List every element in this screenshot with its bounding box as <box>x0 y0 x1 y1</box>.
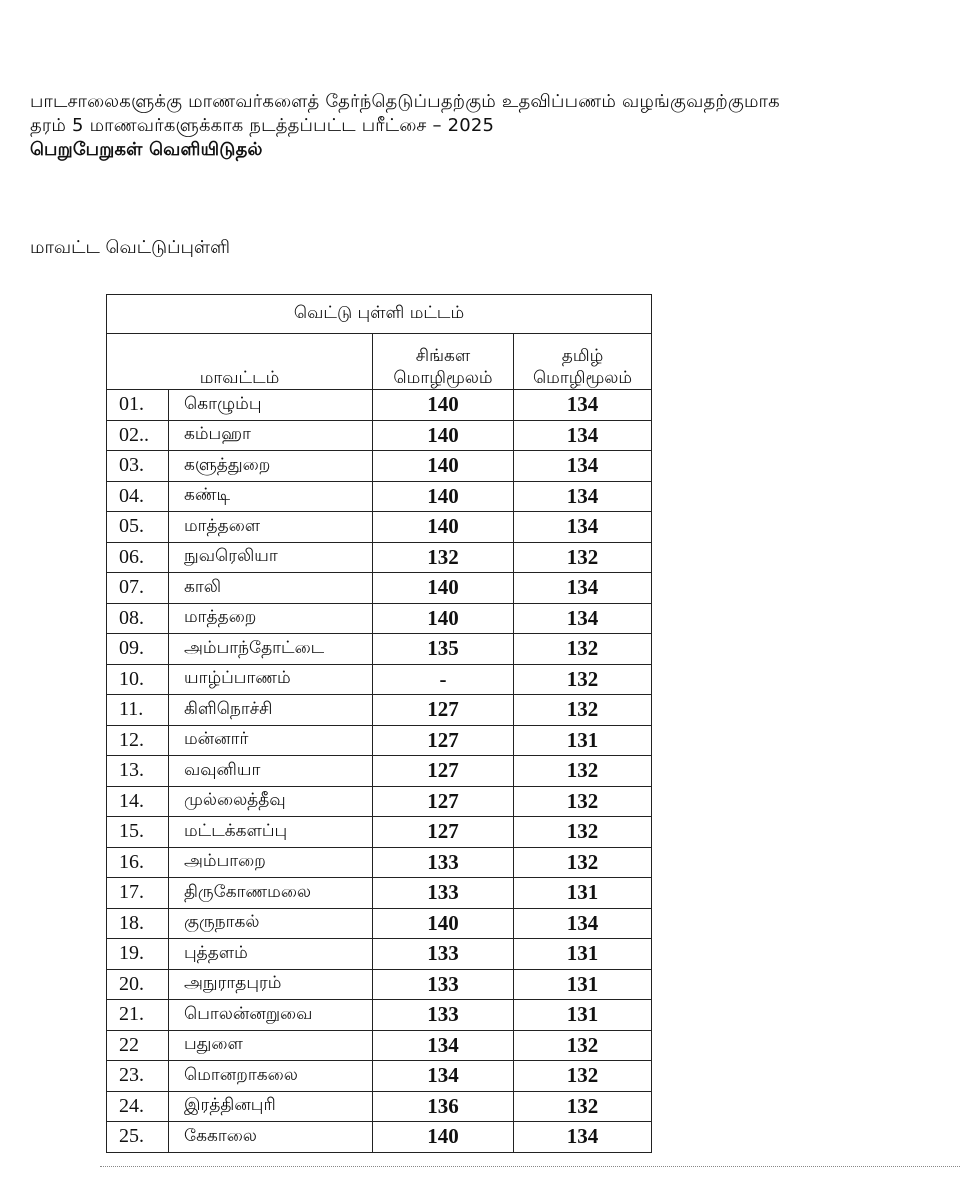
sinhala-cutoff: 136 <box>373 1091 514 1122</box>
district-name: மொனறாகலை <box>169 1061 373 1092</box>
row-number: 16. <box>107 847 169 878</box>
tamil-cutoff: 134 <box>514 420 652 451</box>
tamil-cutoff: 131 <box>514 969 652 1000</box>
tamil-cutoff: 132 <box>514 1030 652 1061</box>
table-row <box>107 451 652 482</box>
sinhala-cutoff: 133 <box>373 1000 514 1031</box>
district-name: மட்டக்களப்பு <box>169 817 373 848</box>
tamil-cutoff: 132 <box>514 1061 652 1092</box>
row-number: 06. <box>107 542 169 573</box>
table-row <box>107 390 652 421</box>
sinhala-cutoff: 134 <box>373 1030 514 1061</box>
row-number: 07. <box>107 573 169 604</box>
sinhala-cutoff: - <box>373 664 514 695</box>
row-number: 15. <box>107 817 169 848</box>
table-row <box>107 725 652 756</box>
table-row <box>107 573 652 604</box>
district-name: மன்னார் <box>169 725 373 756</box>
table-row <box>107 908 652 939</box>
row-number: 10. <box>107 664 169 695</box>
row-number: 03. <box>107 451 169 482</box>
row-number: 02.. <box>107 420 169 451</box>
tamil-cutoff: 132 <box>514 695 652 726</box>
header-tamil-line1: தமிழ் <box>561 346 604 366</box>
header-district: மாவட்டம் <box>107 334 373 390</box>
row-number: 21. <box>107 1000 169 1031</box>
district-name: அம்பாறை <box>169 847 373 878</box>
row-number: 13. <box>107 756 169 787</box>
district-name: பதுளை <box>169 1030 373 1061</box>
district-cutoff-subheading: மாவட்ட வெட்டுப்புள்ளி <box>30 237 231 258</box>
district-name: அநுராதபுரம் <box>169 969 373 1000</box>
heading-line-3: பெறுபேறுகள் வெளியிடுதல் <box>30 139 263 160</box>
row-number: 05. <box>107 512 169 543</box>
table-row <box>107 664 652 695</box>
row-number: 01. <box>107 390 169 421</box>
district-name: மாத்தறை <box>169 603 373 634</box>
page-bottom-rule <box>100 1166 960 1167</box>
sinhala-cutoff: 127 <box>373 756 514 787</box>
row-number: 17. <box>107 878 169 909</box>
table-row <box>107 1122 652 1153</box>
district-name: கொழும்பு <box>169 390 373 421</box>
header-sinhala-line1: சிங்கள <box>415 346 471 366</box>
sinhala-cutoff: 140 <box>373 390 514 421</box>
district-name: வவுனியா <box>169 756 373 787</box>
district-name: அம்பாந்தோட்டை <box>169 634 373 665</box>
row-number: 14. <box>107 786 169 817</box>
table-title: வெட்டு புள்ளி மட்டம் <box>107 295 652 334</box>
row-number: 09. <box>107 634 169 665</box>
sinhala-cutoff: 127 <box>373 725 514 756</box>
header-tamil-medium <box>514 334 652 390</box>
table-row <box>107 1000 652 1031</box>
tamil-cutoff: 134 <box>514 512 652 543</box>
table-row <box>107 756 652 787</box>
sinhala-cutoff: 140 <box>373 908 514 939</box>
tamil-cutoff: 134 <box>514 1122 652 1153</box>
table-row <box>107 603 652 634</box>
table-row <box>107 634 652 665</box>
district-name: முல்லைத்தீவு <box>169 786 373 817</box>
sinhala-cutoff: 133 <box>373 878 514 909</box>
heading-line-2: தரம் 5 மாணவர்களுக்காக நடத்தப்பட்ட பரீட்சை – 2025 <box>30 115 495 136</box>
district-name: குருநாகல் <box>169 908 373 939</box>
table-body <box>107 390 652 1153</box>
sinhala-cutoff: 140 <box>373 420 514 451</box>
district-name: புத்தளம் <box>169 939 373 970</box>
row-number: 11. <box>107 695 169 726</box>
district-name: கண்டி <box>169 481 373 512</box>
row-number: 04. <box>107 481 169 512</box>
row-number: 12. <box>107 725 169 756</box>
district-name: கேகாலை <box>169 1122 373 1153</box>
tamil-cutoff: 132 <box>514 634 652 665</box>
tamil-cutoff: 132 <box>514 1091 652 1122</box>
table-row <box>107 1091 652 1122</box>
tamil-cutoff: 131 <box>514 878 652 909</box>
table-row <box>107 695 652 726</box>
row-number: 08. <box>107 603 169 634</box>
tamil-cutoff: 132 <box>514 542 652 573</box>
tamil-cutoff: 131 <box>514 725 652 756</box>
district-name: யாழ்ப்பாணம் <box>169 664 373 695</box>
table-row <box>107 1061 652 1092</box>
sinhala-cutoff: 133 <box>373 939 514 970</box>
sinhala-cutoff: 140 <box>373 573 514 604</box>
tamil-cutoff: 132 <box>514 786 652 817</box>
table-row <box>107 1030 652 1061</box>
district-name: களுத்துறை <box>169 451 373 482</box>
table-row <box>107 939 652 970</box>
tamil-cutoff: 132 <box>514 847 652 878</box>
row-number: 19. <box>107 939 169 970</box>
sinhala-cutoff: 127 <box>373 695 514 726</box>
header-sinhala-medium <box>373 334 514 390</box>
table-row <box>107 969 652 1000</box>
row-number: 25. <box>107 1122 169 1153</box>
heading-line-1: பாடசாலைகளுக்கு மாணவர்களைத் தேர்ந்தெடுப்பதற்கும் உதவிப்பணம் வழங்குவதற்குமாக <box>30 91 780 112</box>
sinhala-cutoff: 140 <box>373 512 514 543</box>
district-name: கம்பஹா <box>169 420 373 451</box>
sinhala-cutoff: 133 <box>373 847 514 878</box>
district-name: பொலன்னறுவை <box>169 1000 373 1031</box>
row-number: 24. <box>107 1091 169 1122</box>
tamil-cutoff: 132 <box>514 817 652 848</box>
district-name: திருகோணமலை <box>169 878 373 909</box>
sinhala-cutoff: 140 <box>373 481 514 512</box>
header-tamil-line2: மொழிமூலம் <box>532 368 633 388</box>
tamil-cutoff: 134 <box>514 481 652 512</box>
tamil-cutoff: 134 <box>514 390 652 421</box>
document-heading <box>30 90 950 162</box>
district-name: நுவரெலியா <box>169 542 373 573</box>
sinhala-cutoff: 140 <box>373 451 514 482</box>
district-name: மாத்தளை <box>169 512 373 543</box>
table-row <box>107 786 652 817</box>
district-name: இரத்தினபுரி <box>169 1091 373 1122</box>
table-row <box>107 878 652 909</box>
table-row <box>107 420 652 451</box>
tamil-cutoff: 134 <box>514 603 652 634</box>
sinhala-cutoff: 133 <box>373 969 514 1000</box>
table-row <box>107 512 652 543</box>
sinhala-cutoff: 127 <box>373 817 514 848</box>
table-row <box>107 542 652 573</box>
table-row <box>107 481 652 512</box>
tamil-cutoff: 134 <box>514 908 652 939</box>
cutoff-table <box>106 294 652 1153</box>
row-number: 22 <box>107 1030 169 1061</box>
sinhala-cutoff: 127 <box>373 786 514 817</box>
sinhala-cutoff: 132 <box>373 542 514 573</box>
tamil-cutoff: 134 <box>514 451 652 482</box>
table-row <box>107 847 652 878</box>
row-number: 18. <box>107 908 169 939</box>
sinhala-cutoff: 140 <box>373 1122 514 1153</box>
sinhala-cutoff: 134 <box>373 1061 514 1092</box>
header-sinhala-line2: மொழிமூலம் <box>393 368 493 388</box>
row-number: 20. <box>107 969 169 1000</box>
district-name: கிளிநொச்சி <box>169 695 373 726</box>
tamil-cutoff: 131 <box>514 1000 652 1031</box>
tamil-cutoff: 134 <box>514 573 652 604</box>
tamil-cutoff: 132 <box>514 756 652 787</box>
table-row <box>107 817 652 848</box>
sinhala-cutoff: 135 <box>373 634 514 665</box>
row-number: 23. <box>107 1061 169 1092</box>
sinhala-cutoff: 140 <box>373 603 514 634</box>
tamil-cutoff: 131 <box>514 939 652 970</box>
tamil-cutoff: 132 <box>514 664 652 695</box>
district-name: காலி <box>169 573 373 604</box>
